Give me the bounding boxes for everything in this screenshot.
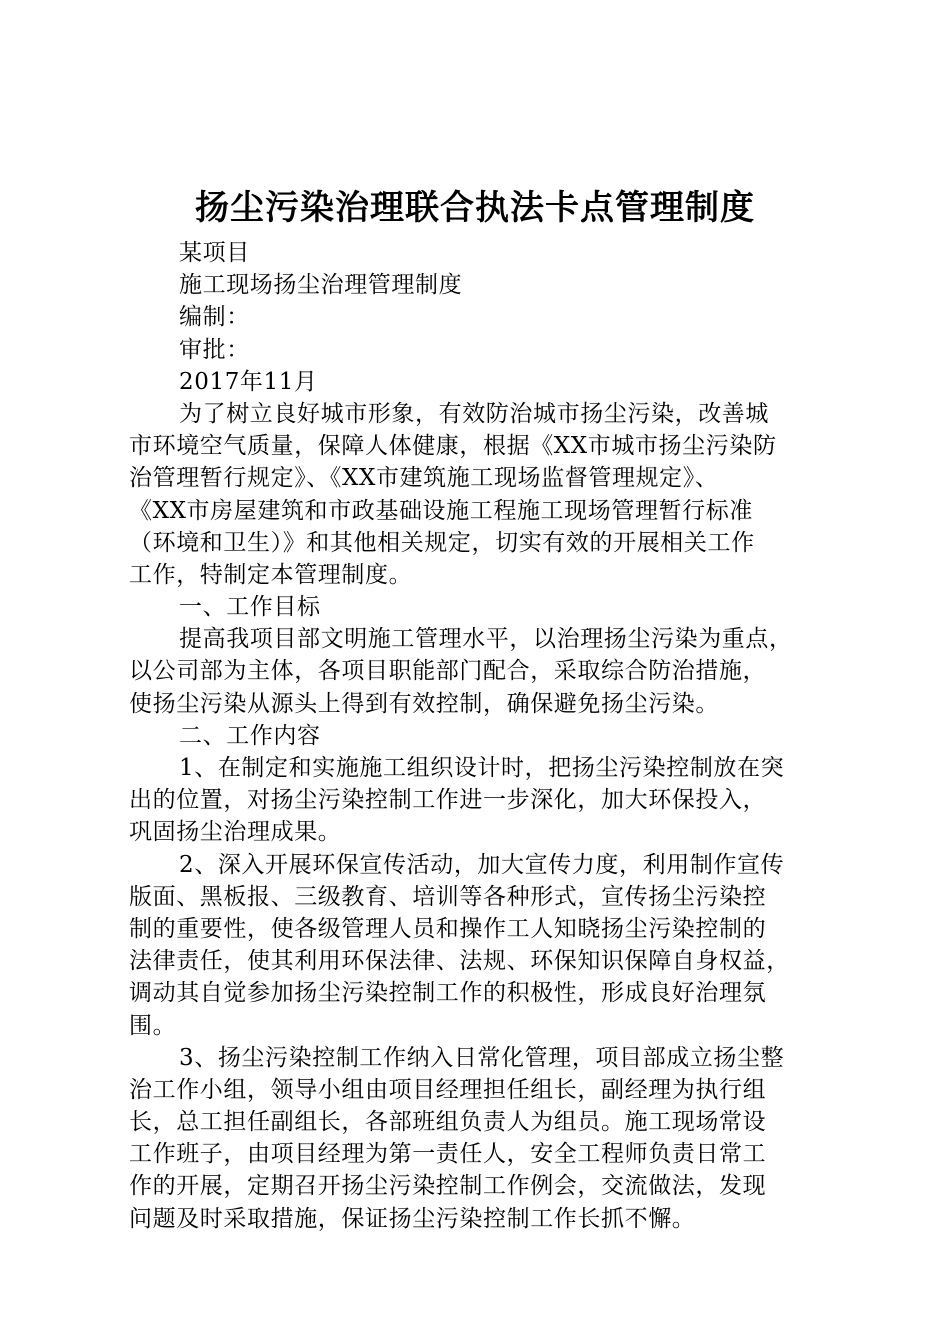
compiled-by-line: 编制：: [179, 304, 250, 331]
section-heading: 二、工作内容: [179, 722, 321, 749]
item2-line: 制的重要性，使各级管理人员和操作工人知晓扬尘污染控制的: [129, 915, 767, 942]
intro-line: 工作，特制定本管理制度。: [129, 561, 413, 588]
item3-line: 问题及时采取措施，保证扬尘污染控制工作长抓不懈。: [129, 1205, 696, 1232]
section1-line: 使扬尘污染从源头上得到有效控制，确保避免扬尘污染。: [129, 690, 719, 717]
project-line: 某项目: [179, 240, 250, 266]
item1-line: 出的位置，对扬尘污染控制工作进一步深化，加大环保投入，: [129, 787, 767, 814]
intro-line: 市环境空气质量，保障人体健康，根据《XX市城市扬尘污染防: [129, 433, 777, 460]
item1-line: 1、在制定和实施施工组织设计时，把扬尘污染控制放在突: [179, 755, 785, 781]
document-title: 扬尘污染治理联合执法卡点管理制度: [195, 188, 755, 228]
intro-line: （环境和卫生）》和其他相关规定，切实有效的开展相关工作: [129, 529, 755, 556]
item2-line: 围。: [129, 1012, 177, 1039]
intro-line: 《XX市房屋建筑和市政基础设施工程施工现场管理暂行标准: [129, 497, 753, 524]
section-heading: 一、工作目标: [179, 594, 321, 621]
item3-line: 作的开展，定期召开扬尘污染控制工作例会，交流做法，发现: [129, 1173, 767, 1200]
approved-by-line: 审批：: [179, 336, 250, 363]
item3-line: 3、扬尘污染控制工作纳入日常化管理，项目部成立扬尘整: [179, 1044, 785, 1071]
item3-line: 治工作小组，领导小组由项目经理担任组长，副经理为执行组: [129, 1076, 767, 1103]
item3-line: 长，总工担任副组长，各部班组负责人为组员。施工现场常设: [129, 1109, 767, 1136]
item2-line: 调动其自觉参加扬尘污染控制工作的积极性，形成良好治理氛: [129, 980, 767, 1007]
item1-line: 巩固扬尘治理成果。: [129, 819, 342, 846]
intro-line: 治管理暂行规定》、《XX市建筑施工现场监督管理规定》、: [129, 465, 719, 492]
intro-line: 为了树立良好城市形象，有效防治城市扬尘污染，改善城: [179, 400, 769, 427]
section1-line: 提高我项目部文明施工管理水平，以治理扬尘污染为重点，: [179, 626, 793, 653]
item2-line: 法律责任，使其利用环保法律、法规、环保知识保障自身权益，: [129, 948, 790, 975]
subtitle-line: 施工现场扬尘治理管理制度: [179, 272, 463, 299]
item2-line: 版面、黑板报、三级教育、培训等各种形式，宣传扬尘污染控: [129, 883, 767, 910]
date-line: 2017年11月: [179, 368, 318, 395]
document-body: [129, 237, 849, 1235]
item3-line: 工作班子，由项目经理为第一责任人，安全工程师负责日常工: [129, 1141, 767, 1168]
section1-line: 以公司部为主体，各项目职能部门配合，采取综合防治措施，: [129, 658, 767, 685]
item2-line: 2、深入开展环保宣传活动，加大宣传力度，利用制作宣传: [179, 851, 785, 878]
